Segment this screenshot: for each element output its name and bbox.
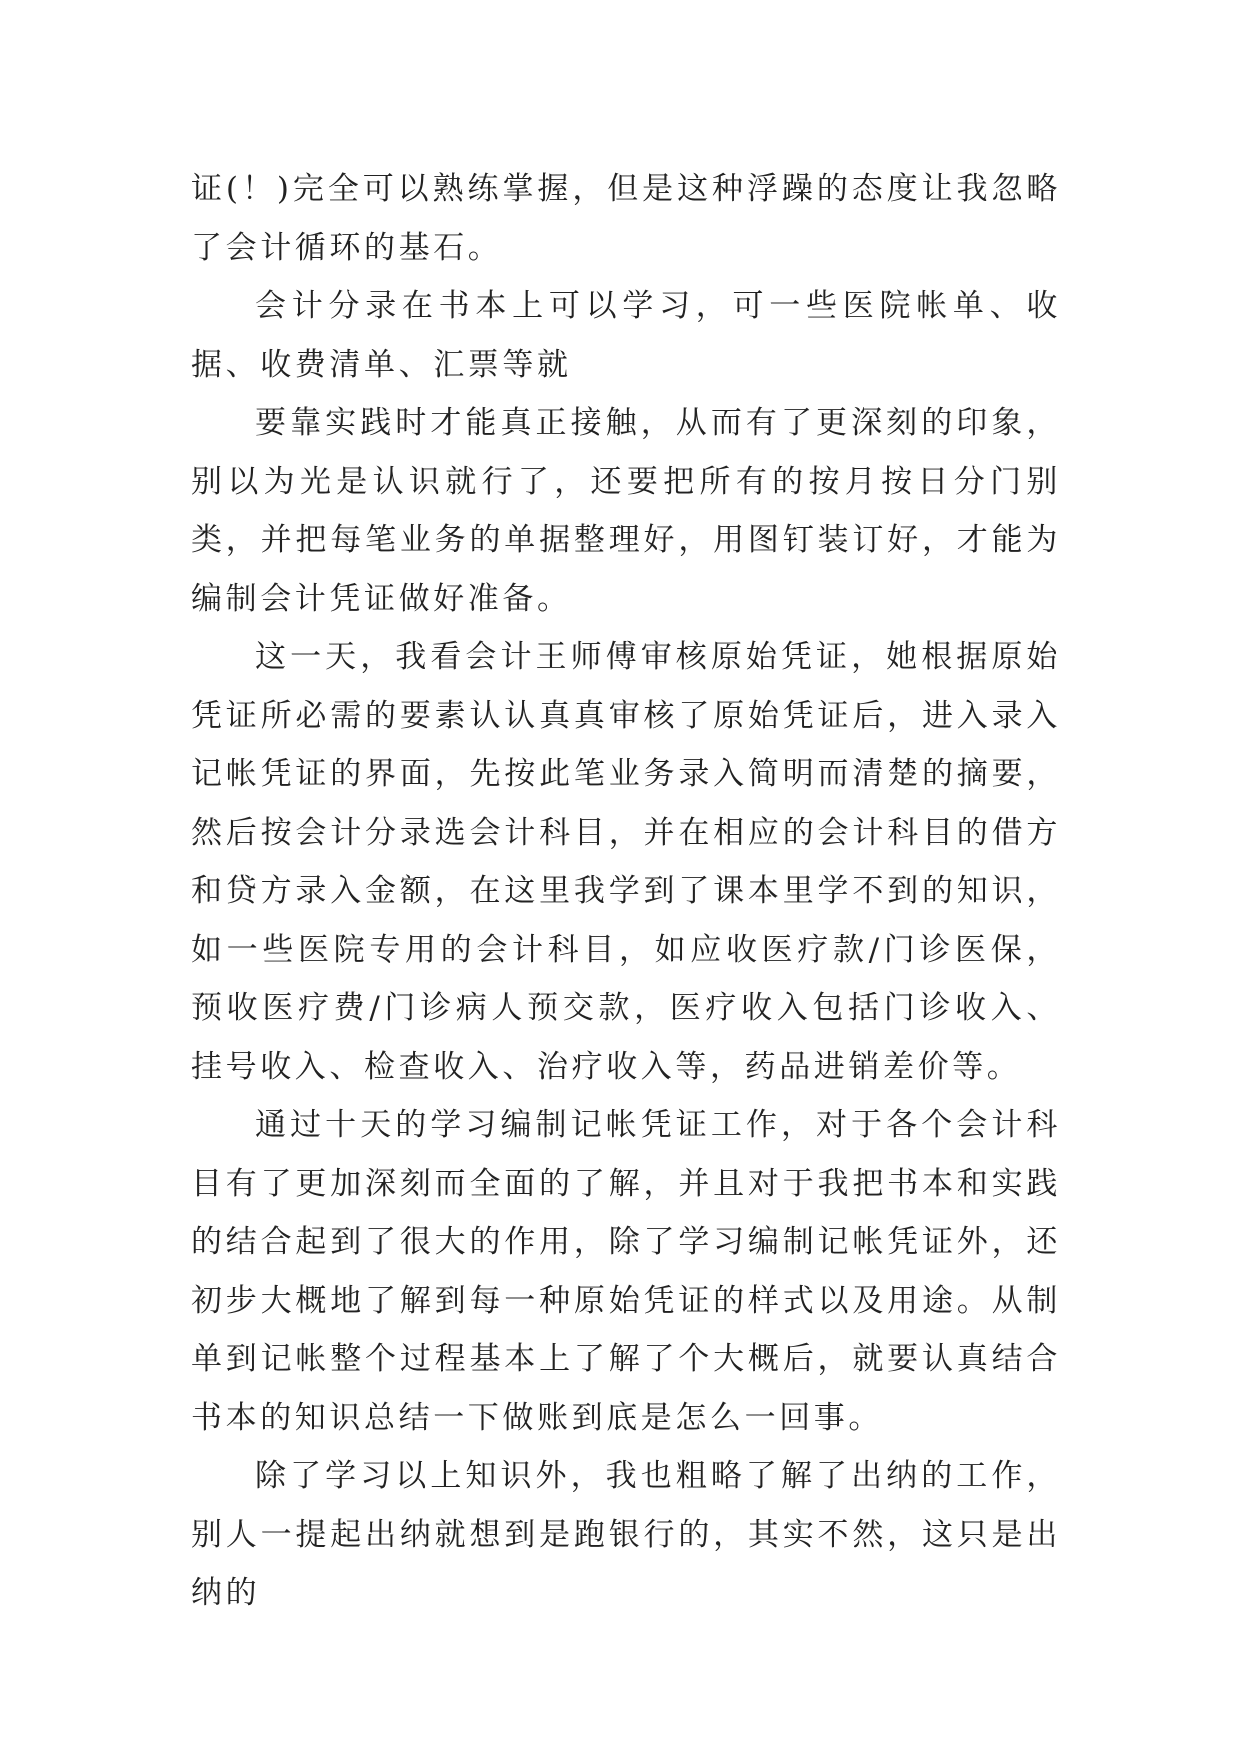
paragraph-1: 证(！)完全可以熟练掌握，但是这种浮躁的态度让我忽略了会计循环的基石。 xyxy=(191,171,1061,266)
paragraph-2: 会计分录在书本上可以学习，可一些医院帐单、收据、收费清单、汇票等就 xyxy=(191,288,1061,383)
paragraph-3: 要靠实践时才能真正接触，从而有了更深刻的印象，别以为光是认识就行了，还要把所有的按月按日分门别类，并把每笔业务的单据整理好，用图钉装订好，才能为编制会计凭证做好准备。 xyxy=(191,405,1061,617)
paragraph-6: 除了学习以上知识外，我也粗略了解了出纳的工作，别人一提起出纳就想到是跑银行的，其实不然，这只是出纳的 xyxy=(191,1458,1061,1611)
paragraph-4: 这一天，我看会计王师傅审核原始凭证，她根据原始凭证所必需的要素认认真真审核了原始凭证后，进入录入记帐凭证的界面，先按此笔业务录入简明而清楚的摘要，然后按会计分录选会计科目，并在相应的会计科目的借方和贷方录入金额，在这里我学到了课本里学不到的知识，如一些医院专用的会计科目，如应收医疗款/门诊医保，预收医疗费/门诊病人预交款，医疗收入包括门诊收入、挂号收入、检查收入、治疗收入等，药品进销差价等。 xyxy=(191,639,1061,1085)
document-page xyxy=(191,160,1061,1623)
paragraph-5: 通过十天的学习编制记帐凭证工作，对于各个会计科目有了更加深刻而全面的了解，并且对于我把书本和实践的结合起到了很大的作用，除了学习编制记帐凭证外，还初步大概地了解到每一种原始凭证的样式以及用途。从制单到记帐整个过程基本上了解了个大概后，就要认真结合书本的知识总结一下做账到底是怎么一回事。 xyxy=(191,1107,1061,1436)
